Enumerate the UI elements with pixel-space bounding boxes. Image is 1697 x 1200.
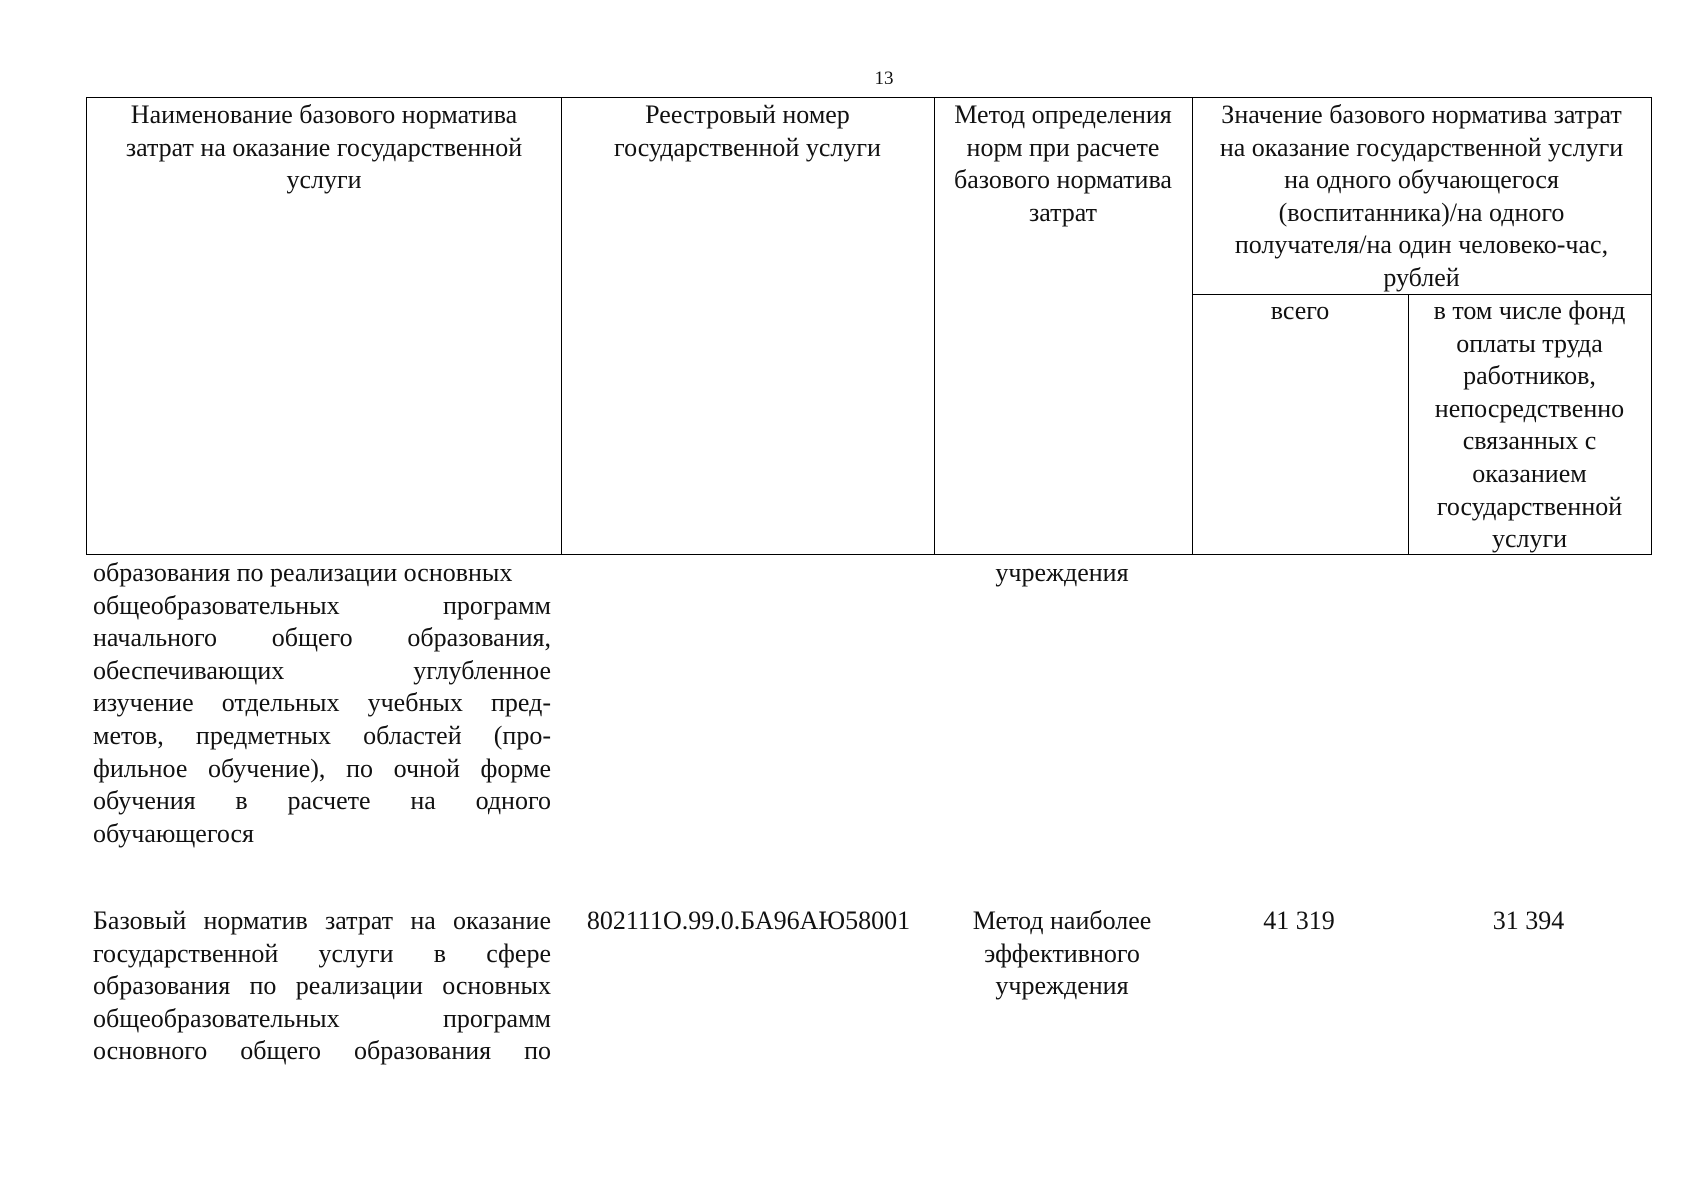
header-text: Реестровый номер: [645, 100, 850, 129]
header-norm-value: [1192, 98, 1651, 295]
header-text: услуги: [286, 165, 362, 195]
header-service-name: [87, 98, 561, 197]
header-text: оплаты труда: [1456, 328, 1603, 358]
header-text: (воспитанника)/на одного: [1278, 197, 1565, 227]
table-cell-text: государственной услуги в сфере: [93, 938, 551, 968]
table-cell-text: образования по реализации основных: [93, 558, 513, 587]
table-cell-text: 802111О.99.0.БА96АЮ58001: [586, 906, 911, 935]
column-divider: [561, 98, 562, 554]
table-cell-text: Базовый норматив затрат на оказание: [93, 906, 551, 935]
row-1-service-name: [93, 557, 551, 850]
table-cell-text: обеспечивающих углубленное: [93, 655, 551, 685]
header-wage-fund: [1408, 294, 1651, 556]
table-cell-text: начального общего образования,: [93, 623, 551, 653]
header-text: Значение базового норматива затрат: [1221, 100, 1622, 129]
header-text: всего: [1270, 296, 1330, 325]
table-cell-text: общеобразовательных программ: [93, 1003, 551, 1033]
header-text: получателя/на один человеко-час,: [1234, 230, 1609, 260]
table-cell-text: учреждения: [995, 971, 1129, 1001]
row-1-method: [933, 557, 1191, 590]
header-text: базового норматива: [954, 165, 1172, 195]
header-text: работников,: [1463, 361, 1596, 391]
header-total: [1192, 294, 1408, 328]
row-2-total: [1191, 905, 1407, 938]
header-text: оказанием: [1472, 458, 1587, 488]
table-cell-value: 31 394: [1492, 906, 1565, 935]
page-number: 13: [874, 68, 894, 89]
table-cell-text: Метод наиболее: [972, 906, 1152, 935]
header-text: услуги: [1491, 524, 1568, 554]
row-2-service-name: [93, 905, 551, 1068]
header-text: на одного обучающегося: [1284, 165, 1559, 195]
header-registry-number: [561, 98, 934, 164]
table-cell-text: основного общего образования по: [93, 1036, 551, 1066]
header-text: затрат на оказание государственной: [125, 132, 523, 162]
header-text: в том числе фонд: [1433, 296, 1626, 325]
table-cell-text: общеобразовательных программ: [93, 590, 551, 620]
header-text: Наименование базового норматива: [130, 100, 518, 129]
header-text: норм при расчете: [966, 132, 1160, 162]
table-header: [86, 97, 1652, 555]
table-cell-text: обучающегося: [93, 818, 255, 848]
table-cell-text: обучения в расчете на одного: [93, 786, 551, 816]
table-cell-text: метов, предметных областей (про-: [93, 720, 551, 750]
header-text: связанных с: [1462, 426, 1597, 456]
header-text: государственной услуги: [614, 132, 881, 162]
header-text: непосредственно: [1434, 393, 1625, 423]
table-cell-text: фильное обучение), по очной форме: [93, 753, 551, 783]
header-text: государственной: [1436, 491, 1623, 521]
header-text: на оказание государственной услуги: [1219, 132, 1624, 162]
header-text: Метод определения: [954, 100, 1172, 129]
table-cell-text: учреждения: [995, 558, 1129, 587]
header-text: затрат: [1028, 197, 1098, 227]
row-2-registry-number: [562, 905, 935, 938]
header-text: рублей: [1383, 262, 1460, 292]
table-cell-text: изучение отдельных учебных пред-: [93, 688, 551, 718]
table-cell-text: образования по реализации основных: [93, 971, 551, 1001]
row-2-method: [933, 905, 1191, 1003]
header-method: [934, 98, 1192, 229]
table-cell-value: 41 319: [1263, 906, 1335, 935]
table-cell-text: эффективного: [984, 938, 1140, 968]
row-2-wage-fund: [1407, 905, 1650, 938]
